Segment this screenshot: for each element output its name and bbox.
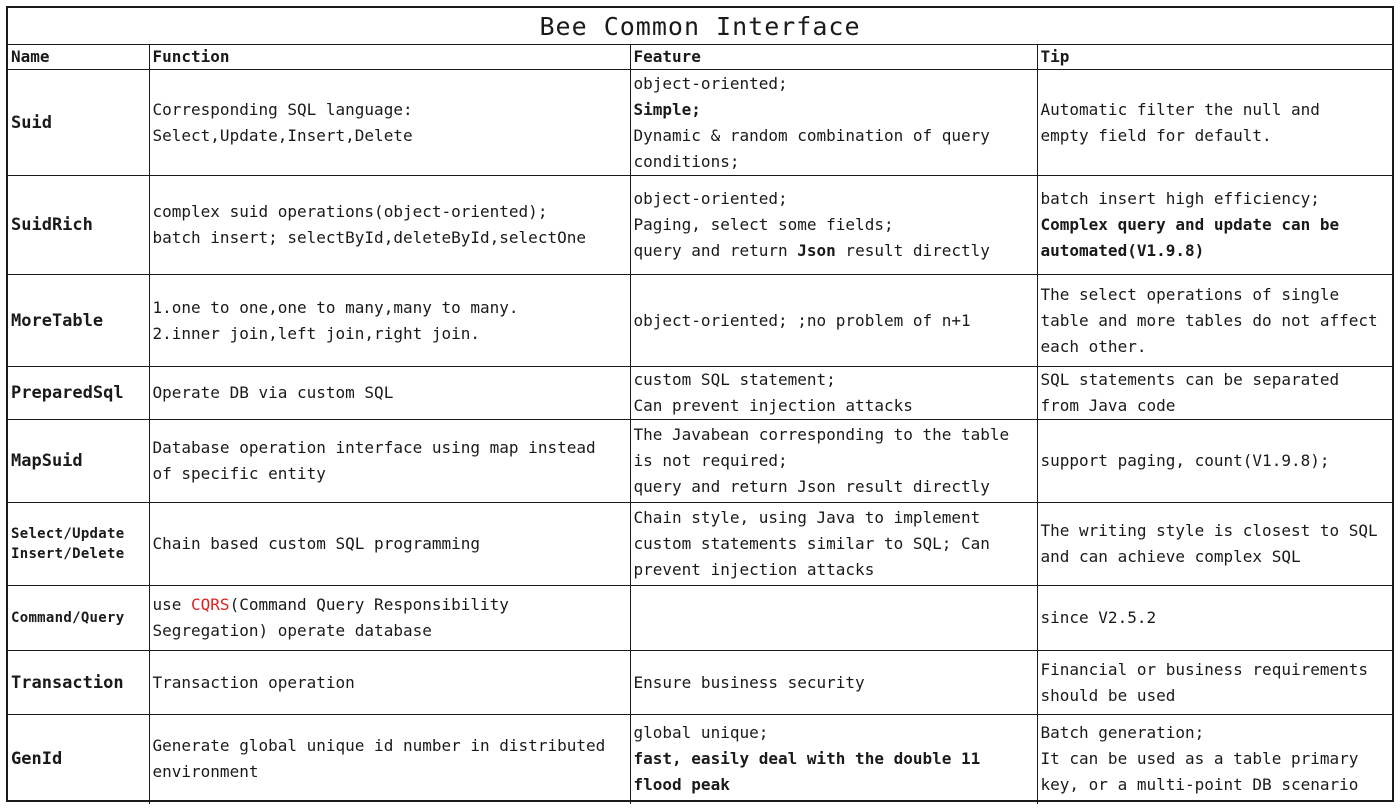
cell-line: object-oriented; ;no problem of n+1 — [633, 310, 971, 330]
cell-line: prevent injection attacks — [633, 560, 875, 579]
cell-line: of specific entity — [152, 464, 326, 483]
cell-text: (Command Query Responsibility — [229, 595, 509, 614]
cell-line: The Javabean corresponding to the table — [633, 425, 1010, 444]
row-tip-moretable — [1037, 275, 1394, 367]
cell-line: flood peak — [633, 775, 730, 795]
cell-line: object-oriented; — [633, 73, 788, 93]
header-feature: Feature — [630, 45, 1037, 70]
cqrs-link[interactable]: CQRS — [191, 595, 230, 614]
cell-line: 1.one to one,one to many,many to many. — [152, 297, 519, 317]
cell-text: use — [152, 595, 192, 614]
cell-line: should be used — [1040, 685, 1176, 705]
cell-line: environment — [152, 762, 259, 782]
cell-line: Database operation interface using map instead — [152, 438, 596, 457]
row-name-moretable: MoreTable — [8, 275, 149, 367]
table-row — [8, 715, 1394, 804]
cell-line: Select,Update,Insert,Delete — [152, 125, 413, 145]
row-tip-suid — [1037, 70, 1394, 176]
cell-line: Automatic filter the null and — [1040, 99, 1320, 119]
table-row — [8, 176, 1394, 275]
cell-line: The select operations of single — [1040, 284, 1340, 304]
row-function-preparedsql — [149, 367, 630, 420]
cell-line: batch insert high efficiency; — [1040, 189, 1320, 208]
header-row — [8, 45, 1394, 70]
header-function: Function — [149, 45, 630, 70]
cell-line: SQL statements can be separated — [1040, 370, 1340, 389]
cell-line: Financial or business requirements — [1040, 659, 1369, 679]
row-tip-genid — [1037, 715, 1394, 804]
header-tip: Tip — [1037, 45, 1394, 70]
row-name-mapsuid: MapSuid — [8, 420, 149, 503]
row-name-suidrich: SuidRich — [8, 176, 149, 275]
row-function-chain — [149, 503, 630, 586]
cell-line: from Java code — [1040, 396, 1176, 415]
row-name-command-query: Command/Query — [8, 586, 149, 651]
table-row — [8, 586, 1394, 651]
cell-line: automated(V1.9.8) — [1040, 241, 1205, 260]
cell-line: Chain based custom SQL programming — [152, 534, 481, 553]
cell-line: fast, easily deal with the double 11 — [633, 749, 981, 769]
row-feature-transaction — [630, 651, 1037, 715]
cell-line: batch insert; selectById,deleteById,selectOne — [152, 228, 586, 247]
cell-line: conditions; — [633, 151, 740, 171]
row-name-genid: GenId — [8, 715, 149, 804]
table-row — [8, 70, 1394, 176]
cell-line: custom statements similar to SQL; Can — [633, 534, 990, 553]
table-title: Bee Common Interface — [8, 8, 1392, 45]
row-tip-mapsuid — [1037, 420, 1394, 503]
table-row — [8, 651, 1394, 715]
cell-line: empty field for default. — [1040, 125, 1272, 145]
interface-table-sheet — [6, 6, 1394, 802]
table-row — [8, 420, 1394, 503]
cell-line: Chain style, using Java to implement — [633, 508, 981, 527]
cell-line: Select/Update — [11, 526, 125, 542]
row-name-suid: Suid — [8, 70, 149, 176]
row-function-mapsuid — [149, 420, 630, 503]
cell-line: Can prevent injection attacks — [633, 396, 913, 415]
row-function-moretable — [149, 275, 630, 367]
row-function-suidrich — [149, 176, 630, 275]
cell-text: query and return — [633, 241, 798, 260]
cell-line: object-oriented; — [633, 189, 788, 208]
cell-line: since V2.5.2 — [1040, 608, 1157, 627]
cell-line: Insert/Delete — [11, 546, 125, 562]
cell-line: query and return Json result directly — [633, 477, 990, 496]
row-function-suid — [149, 70, 630, 176]
row-name-preparedsql: PreparedSql — [8, 367, 149, 420]
cell-line: global unique; — [633, 723, 769, 743]
cell-line: complex suid operations(object-oriented); — [152, 202, 548, 221]
cell-line: each other. — [1040, 336, 1147, 356]
row-tip-suidrich — [1037, 176, 1394, 275]
row-feature-command-query — [630, 586, 1037, 651]
table-row — [8, 275, 1394, 367]
cell-line: is not required; — [633, 451, 788, 470]
cell-line: Generate global unique id number in distributed — [152, 736, 606, 756]
cell-line: Complex query and update can be — [1040, 215, 1340, 234]
row-feature-mapsuid — [630, 420, 1037, 503]
cell-line: Segregation) operate database — [152, 621, 432, 640]
cell-line: 2.inner join,left join,right join. — [152, 323, 481, 343]
row-feature-suid — [630, 70, 1037, 176]
cell-line: Corresponding SQL language: — [152, 99, 413, 119]
row-tip-command-query — [1037, 586, 1394, 651]
table-row — [8, 367, 1394, 420]
row-name-transaction: Transaction — [8, 651, 149, 715]
cell-line: support paging, count(V1.9.8); — [1040, 451, 1330, 470]
cell-line: custom SQL statement; — [633, 370, 836, 389]
row-feature-genid — [630, 715, 1037, 804]
row-feature-moretable — [630, 275, 1037, 367]
cell-line: Ensure business security — [633, 672, 865, 692]
cell-line — [153, 592, 627, 618]
cell-text-bold: Json — [797, 241, 836, 260]
cell-line: Transaction operation — [152, 672, 355, 692]
cell-line: Operate DB via custom SQL — [152, 383, 394, 402]
row-function-genid — [149, 715, 630, 804]
cell-line: The writing style is closest to SQL — [1040, 521, 1378, 540]
row-feature-suidrich — [630, 176, 1037, 275]
cell-line: Simple; — [633, 99, 701, 119]
row-function-command-query — [149, 586, 630, 651]
cell-line — [634, 238, 1034, 264]
row-function-transaction — [149, 651, 630, 715]
row-name-chain — [8, 503, 149, 586]
interface-table — [8, 45, 1394, 804]
row-tip-preparedsql — [1037, 367, 1394, 420]
cell-line: Dynamic & random combination of query — [633, 125, 990, 145]
table-row — [8, 503, 1394, 586]
cell-line: Batch generation; — [1040, 723, 1205, 743]
row-feature-chain — [630, 503, 1037, 586]
row-tip-transaction — [1037, 651, 1394, 715]
cell-text: result directly — [835, 241, 990, 260]
header-name: Name — [8, 45, 149, 70]
cell-line: and can achieve complex SQL — [1040, 547, 1301, 566]
cell-line: It can be used as a table primary — [1040, 749, 1359, 769]
row-tip-chain — [1037, 503, 1394, 586]
cell-line: table and more tables do not affect — [1040, 310, 1378, 330]
row-feature-preparedsql — [630, 367, 1037, 420]
cell-line: Paging, select some fields; — [633, 215, 894, 234]
cell-line: key, or a multi-point DB scenario — [1040, 775, 1359, 795]
